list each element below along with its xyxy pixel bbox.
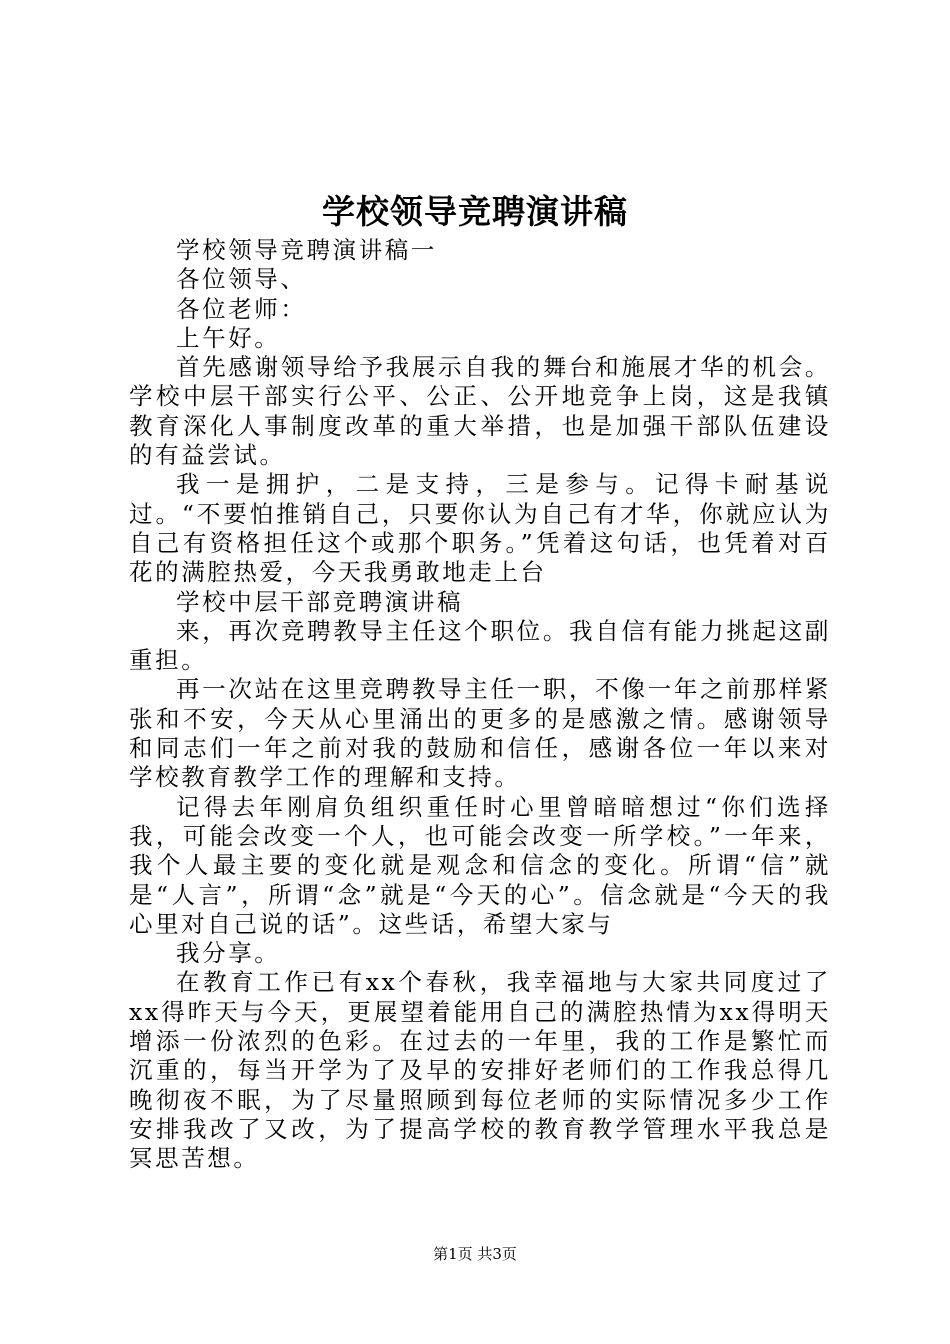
paragraph-subtitle: 学校领导竞聘演讲稿一 (176, 236, 437, 264)
paragraph-salutation-leaders: 各位领导、 (176, 265, 307, 294)
paragraph-support: 我一是拥护，二是支持，三是参与。记得卡耐基说过。“不要怕推销自己，只要你认为自己有才华，你就应认为自己有资格担任这个或那个职务。”凭着这句话，也凭着对百花的满腔热爱，今天我勇敢地走上台 (129, 470, 831, 587)
paragraph-experience: 在教育工作已有xx个春秋，我幸福地与大家共同度过了xx得昨天与今天，更展望着能用自己的满腔热情为xx得明天增添一份浓烈的色彩。在过去的一年里，我的工作是繁忙而沉重的，每当开学为了及早的安排好老师们的工作我总得几晚彻夜不眠，为了尽量照顾到每位老师的实际情况多少工作安排我改了又改，为了提高学校的教育教学管理水平我总是冥思苦想。 (129, 968, 831, 1173)
paragraph-heading-inline: 学校中层干部竞聘演讲稿 (176, 587, 464, 616)
page-number: 第1页 共3页 (433, 1245, 517, 1263)
document-body (129, 236, 831, 1174)
paragraph-share: 我分享。 (176, 939, 281, 968)
paragraph-position: 来，再次竞聘教导主任这个职位。我自信有能力挑起这副重担。 (129, 616, 831, 675)
document-title: 学校领导竞聘演讲稿 (322, 192, 628, 231)
paragraph-greeting: 上午好。 (176, 323, 281, 352)
paragraph-thanks: 首先感谢领导给予我展示自我的舞台和施展才华的机会。学校中层干部实行公平、公正、公开地竞争上岗，这是我镇教育深化人事制度改革的重大举措，也是加强干部队伍建设的有益尝试。 (129, 353, 831, 470)
paragraph-belief: 记得去年刚肩负组织重任时心里曾暗暗想过“你们选择我，可能会改变一个人，也可能会改变一所学校。”一年来，我个人最主要的变化就是观念和信念的变化。所谓“信”就是“人言”，所谓“念”就是“今天的心”。信念就是“今天的我心里对自己说的话”。这些话，希望大家与 (129, 792, 831, 938)
paragraph-gratitude: 再一次站在这里竞聘教导主任一职，不像一年之前那样紧张和不安，今天从心里涌出的更多的是感激之情。感谢领导和同志们一年之前对我的鼓励和信任，感谢各位一年以来对学校教育教学工作的理解和支持。 (129, 675, 831, 792)
paragraph-salutation-teachers: 各位老师： (176, 294, 307, 323)
